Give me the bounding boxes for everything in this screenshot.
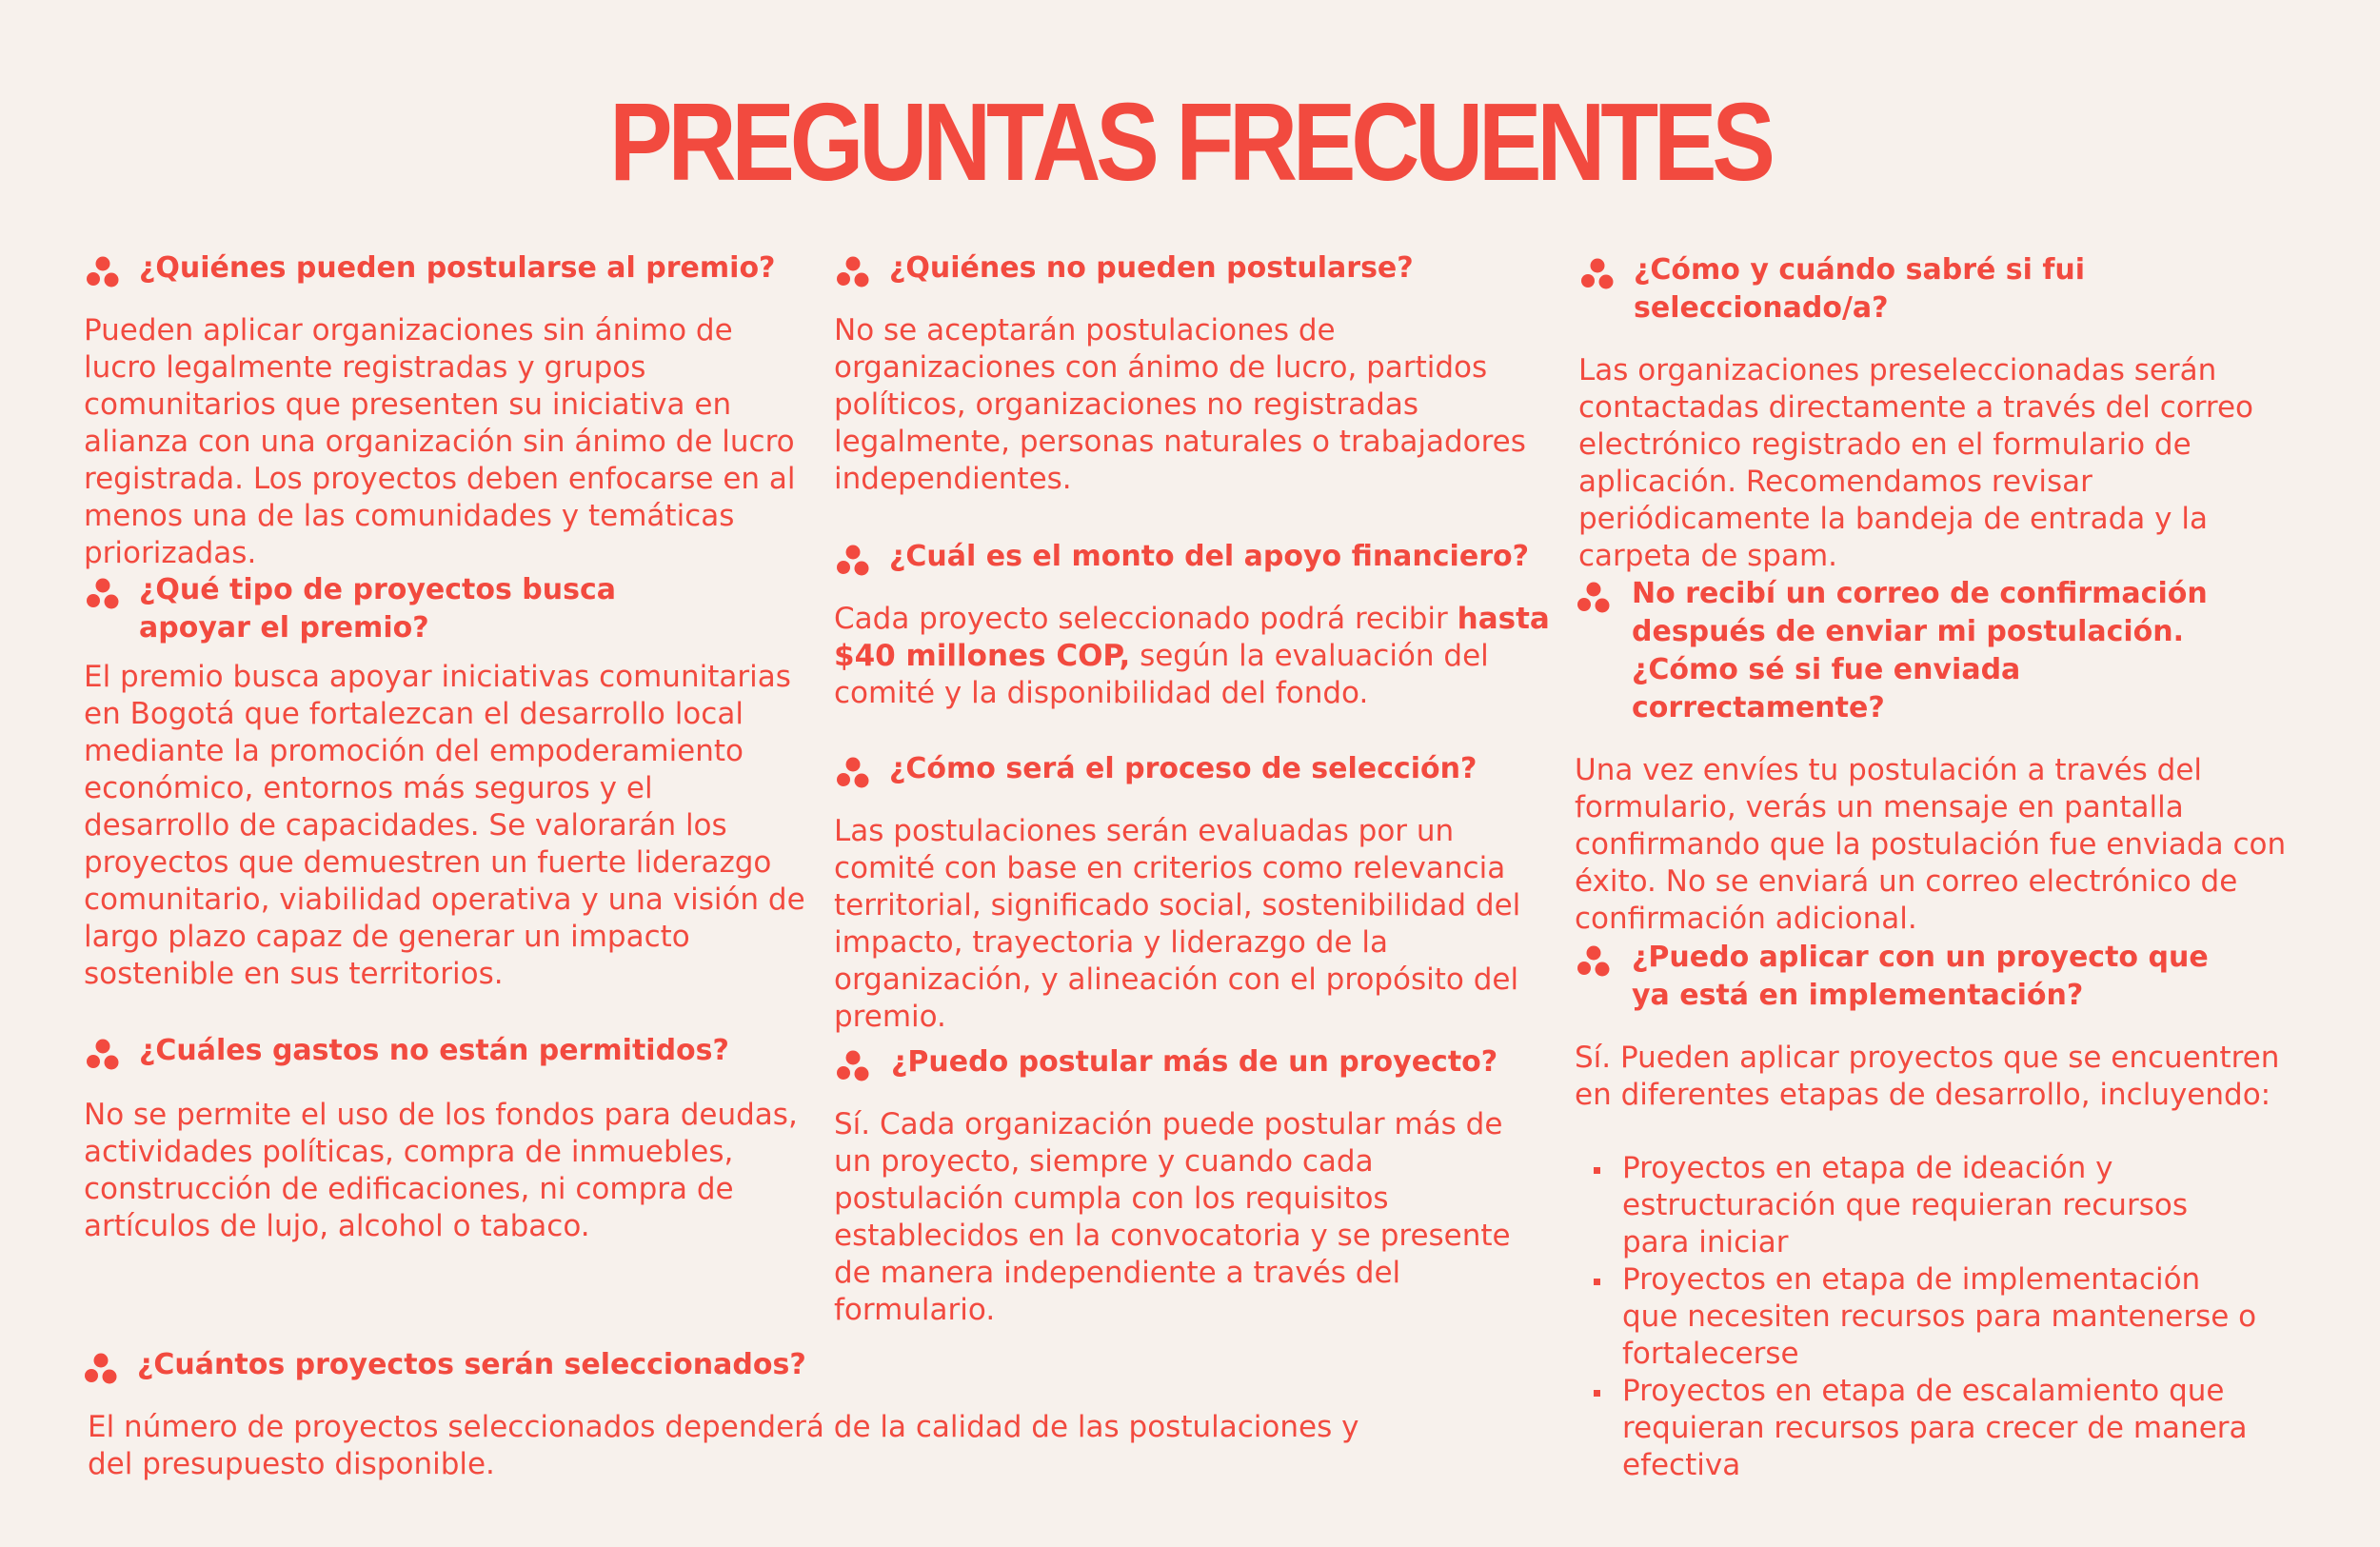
faq-answer: El número de proyectos seleccionados dependerá de la calidad de las postulaciones y del presupuesto disponible. (88, 1410, 1359, 1481)
three-dots-cluster-icon (86, 255, 120, 289)
faq-mas-de-uno (834, 1043, 1557, 1329)
faq-answer: Pueden aplicar organizaciones sin ánimo de lucro legalmente registradas y grupos comunitarios que presenten su iniciativa en alianza con una organización sin ánimo de lucro registrada. Los proyectos deben enfocarse en al menos una de las comunidades y temáticas priorizadas. (84, 313, 796, 570)
list-item: Proyectos en etapa de escalamiento que requieran recursos para crecer de manera efectiva (1575, 1373, 2260, 1484)
list-item: Proyectos en etapa de implementación que necesiten recursos para mantenerse o fortalecerse (1575, 1261, 2260, 1373)
three-dots-cluster-icon (836, 255, 870, 289)
list-item: Proyectos en etapa de ideación y estructuración que requieran recursos para iniciar (1575, 1150, 2260, 1261)
faq-question: ¿Cuántos proyectos serán seleccionados? (82, 1346, 1415, 1384)
faq-quienes-pueden (84, 249, 807, 572)
faq-question: ¿Puedo aplicar con un proyecto que ya está en implementación? (1575, 939, 2251, 1015)
faq-question: ¿Quiénes no pueden postularse? (834, 249, 1557, 288)
faq-gastos (84, 1032, 807, 1245)
faq-answer: Sí. Cada organización puede postular más de un proyecto, siempre y cuando cada postulación cumpla con los requisitos establecidos en la convocatoria y se presente de manera independiente a través del formulario. (834, 1107, 1511, 1327)
three-dots-cluster-icon (836, 544, 870, 578)
three-dots-cluster-icon (836, 756, 870, 790)
faq-proceso (834, 750, 1557, 1036)
faq-implementacion (1575, 939, 2336, 1484)
monto-highlight: hasta $40 millones COP, (834, 602, 1550, 673)
faq-answer: No se aceptarán postulaciones de organizaciones con ánimo de lucro, partidos políticos, organizaciones no registradas legalmente, personas naturales o trabajadores independientes. (834, 313, 1526, 496)
faq-question: ¿Cuáles gastos no están permitidos? (84, 1032, 807, 1070)
faq-answer: No se permite el uso de los fondos para deudas, actividades políticas, compra de inmuebles, construcción de edificaciones, ni compra de artículos de lujo, alcohol o tabaco. (84, 1098, 798, 1243)
faq-answer: Una vez envíes tu postulación a través del formulario, verás un mensaje en pantalla confirmando que la postulación fue enviada con éxito. No se enviará un correo electrónico de confirmación adicional. (1575, 753, 2287, 936)
faq-question: No recibí un correo de confirmación después de enviar mi postulación. ¿Cómo sé si fue enviada correctamente? (1575, 575, 2231, 727)
faq-monto (834, 538, 1557, 712)
faq-question: ¿Quiénes pueden postularse al premio? (84, 249, 807, 288)
stage-list (1575, 1150, 2260, 1484)
three-dots-cluster-icon (86, 577, 120, 611)
faq-question: ¿Qué tipo de proyectos busca apoyar el premio? (84, 571, 672, 647)
faq-answer: Cada proyecto seleccionado podrá recibir hasta $40 millones COP, según la evaluación del comité y la disponibilidad del fondo. (834, 602, 1550, 710)
faq-question: ¿Cómo será el proceso de selección? (834, 750, 1557, 788)
faq-question: ¿Cómo y cuándo sabré si fui seleccionado/a? (1578, 251, 2340, 327)
three-dots-cluster-icon (1577, 944, 1611, 979)
three-dots-cluster-icon (86, 1038, 120, 1072)
faq-question: ¿Puedo postular más de un proyecto? (834, 1043, 1557, 1081)
faq-no-pueden (834, 249, 1557, 498)
faq-como-cuando (1578, 251, 2340, 575)
faq-question: ¿Cuál es el monto del apoyo financiero? (834, 538, 1557, 576)
three-dots-cluster-icon (84, 1352, 118, 1386)
faq-answer: Las organizaciones preseleccionadas serán contactadas directamente a través del correo electrónico registrado en el formulario de aplicación. Recomendamos revisar periódicamente la bandeja de entrada y la carpeta de spam. (1578, 353, 2254, 573)
faq-answer: Las postulaciones serán evaluadas por un comité con base en criterios como relevancia territorial, significado social, sostenibilidad del impacto, trayectoria y liderazgo de la organización, y alineación con el propósito del premio. (834, 814, 1521, 1034)
page-title: PREGUNTAS FRECUENTES (609, 80, 1771, 204)
three-dots-cluster-icon (1577, 581, 1611, 615)
faq-no-recibi (1575, 575, 2336, 938)
three-dots-cluster-icon (1580, 257, 1615, 291)
faq-tipo-proyectos (84, 571, 807, 993)
faq-cuantos (82, 1346, 1415, 1483)
faq-answer: El premio busca apoyar iniciativas comunitarias en Bogotá que fortalezcan el desarrollo local mediante la promoción del empoderamiento económico, entornos más seguros y el desarrollo de capacidades. Se valorarán los proyectos que demuestren un fuerte liderazgo comunitario, viabilidad operativa y una visión de largo plazo capaz de generar un impacto sostenible en sus territorios. (84, 660, 805, 991)
faq-answer: Sí. Pueden aplicar proyectos que se encuentren en diferentes etapas de desarrollo, incluyendo: (1575, 1041, 2280, 1112)
three-dots-cluster-icon (836, 1049, 870, 1083)
